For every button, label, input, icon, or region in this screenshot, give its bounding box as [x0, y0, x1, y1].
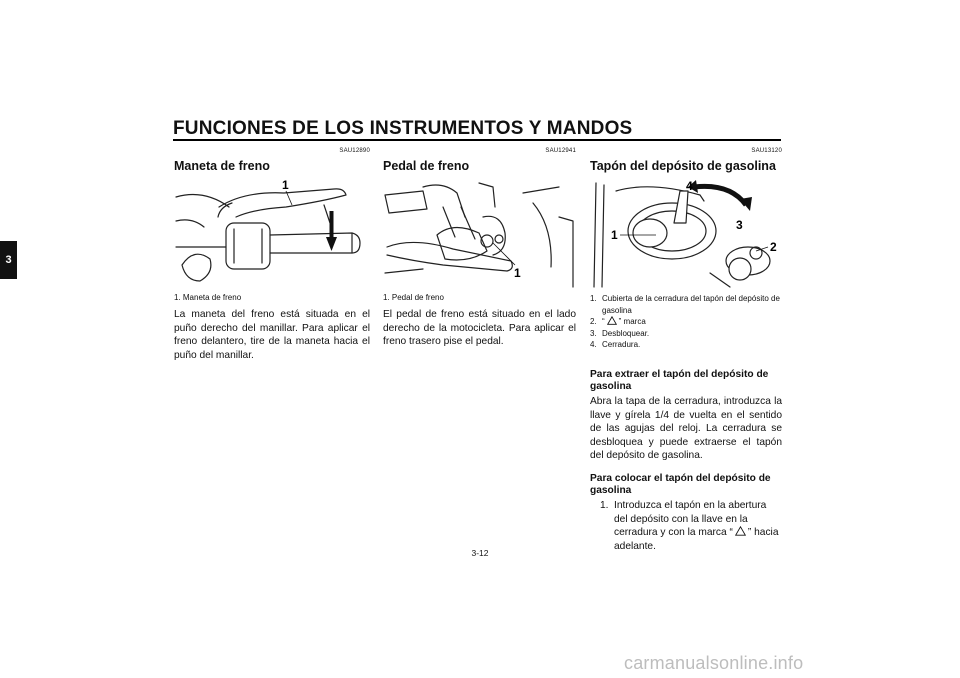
- section-body: El pedal de freno está situado en el lado derecho de la motocicleta. Para aplicar el freno trasero pise el pedal.: [383, 309, 576, 348]
- caption-text: [602, 316, 646, 328]
- section-code: SAU13120: [751, 148, 782, 154]
- caption-num: 4.: [590, 340, 597, 350]
- section-body: La maneta del freno está situada en el puño derecho del manillar. Para aplicar el freno delantero, tire de la maneta hacia el puño del manillar.: [174, 309, 370, 361]
- figure-callout: 1: [611, 228, 618, 242]
- caption-num: 1.: [590, 294, 597, 303]
- section-code: SAU12890: [339, 148, 370, 154]
- figure-callout: 2: [770, 240, 777, 254]
- figure-caption: 1. Maneta de freno: [174, 293, 242, 302]
- figure-caption: 1. Pedal de freno: [383, 293, 444, 302]
- step-text-post: ” hacia adelante.: [614, 527, 779, 552]
- instruction-step: [600, 499, 782, 553]
- step-number: 1.: [600, 499, 609, 511]
- section-brake-lever: [174, 148, 370, 362]
- figure-callout: 1: [514, 266, 521, 280]
- caption-item: [590, 316, 782, 328]
- caption-num: 3.: [590, 328, 597, 338]
- figure-callout: 4: [686, 179, 693, 193]
- caption-text: Cubierta de la cerradura del tapón del depósito de gasolina: [602, 294, 780, 315]
- triangle-mark-icon: [735, 526, 746, 536]
- triangle-mark-icon: [607, 316, 617, 325]
- step-text: [614, 499, 782, 553]
- figure-callout: 3: [736, 218, 743, 232]
- section-fuel-tank-cap: [590, 148, 782, 553]
- subheading-remove-cap: Para extraer el tapón del depósito de gasolina: [590, 368, 769, 393]
- fuel-cap-illustration: [590, 177, 782, 289]
- section-heading: Pedal de freno: [383, 159, 470, 173]
- section-body: Abra la tapa de la cerradura, introduzca la llave y gírela 1/4 de vuelta en el sentido de las agujas del reloj. La cerradura se desbloquea y puede extraerse el tapón del depósito de gasolina.: [590, 395, 782, 462]
- section-code: SAU12941: [545, 148, 576, 154]
- header-rule: [173, 139, 781, 141]
- caption-num: 2.: [590, 317, 597, 327]
- caption-text: Cerradura.: [602, 340, 641, 350]
- caption-list: [590, 293, 782, 351]
- caption-item: [590, 328, 782, 340]
- subheading-install-cap: Para colocar el tapón del depósito de gasolina: [590, 472, 771, 497]
- watermark: carmanualsonline.info: [624, 653, 804, 673]
- page-number: 3-12: [471, 548, 489, 558]
- chapter-tab: 3: [0, 241, 17, 279]
- caption-item: [590, 339, 782, 351]
- brake-lever-illustration: [174, 177, 370, 289]
- section-heading: Maneta de freno: [174, 159, 270, 173]
- section-brake-pedal: [383, 148, 576, 349]
- caption-text: Desbloquear.: [602, 328, 650, 338]
- brake-pedal-illustration: [383, 177, 576, 289]
- caption-item: [590, 293, 782, 316]
- caption-text-post: ” marca: [618, 317, 646, 327]
- page-title: FUNCIONES DE LOS INSTRUMENTOS Y MANDOS: [173, 118, 633, 139]
- figure-callout: 1: [282, 178, 289, 192]
- step-text-pre: Introduzca el tapón en la abertura del depósito con la llave en la cerradura y con la marca “: [614, 499, 767, 539]
- caption-text-pre: “: [602, 317, 605, 327]
- section-heading: Tapón del depósito de gasolina: [590, 159, 776, 173]
